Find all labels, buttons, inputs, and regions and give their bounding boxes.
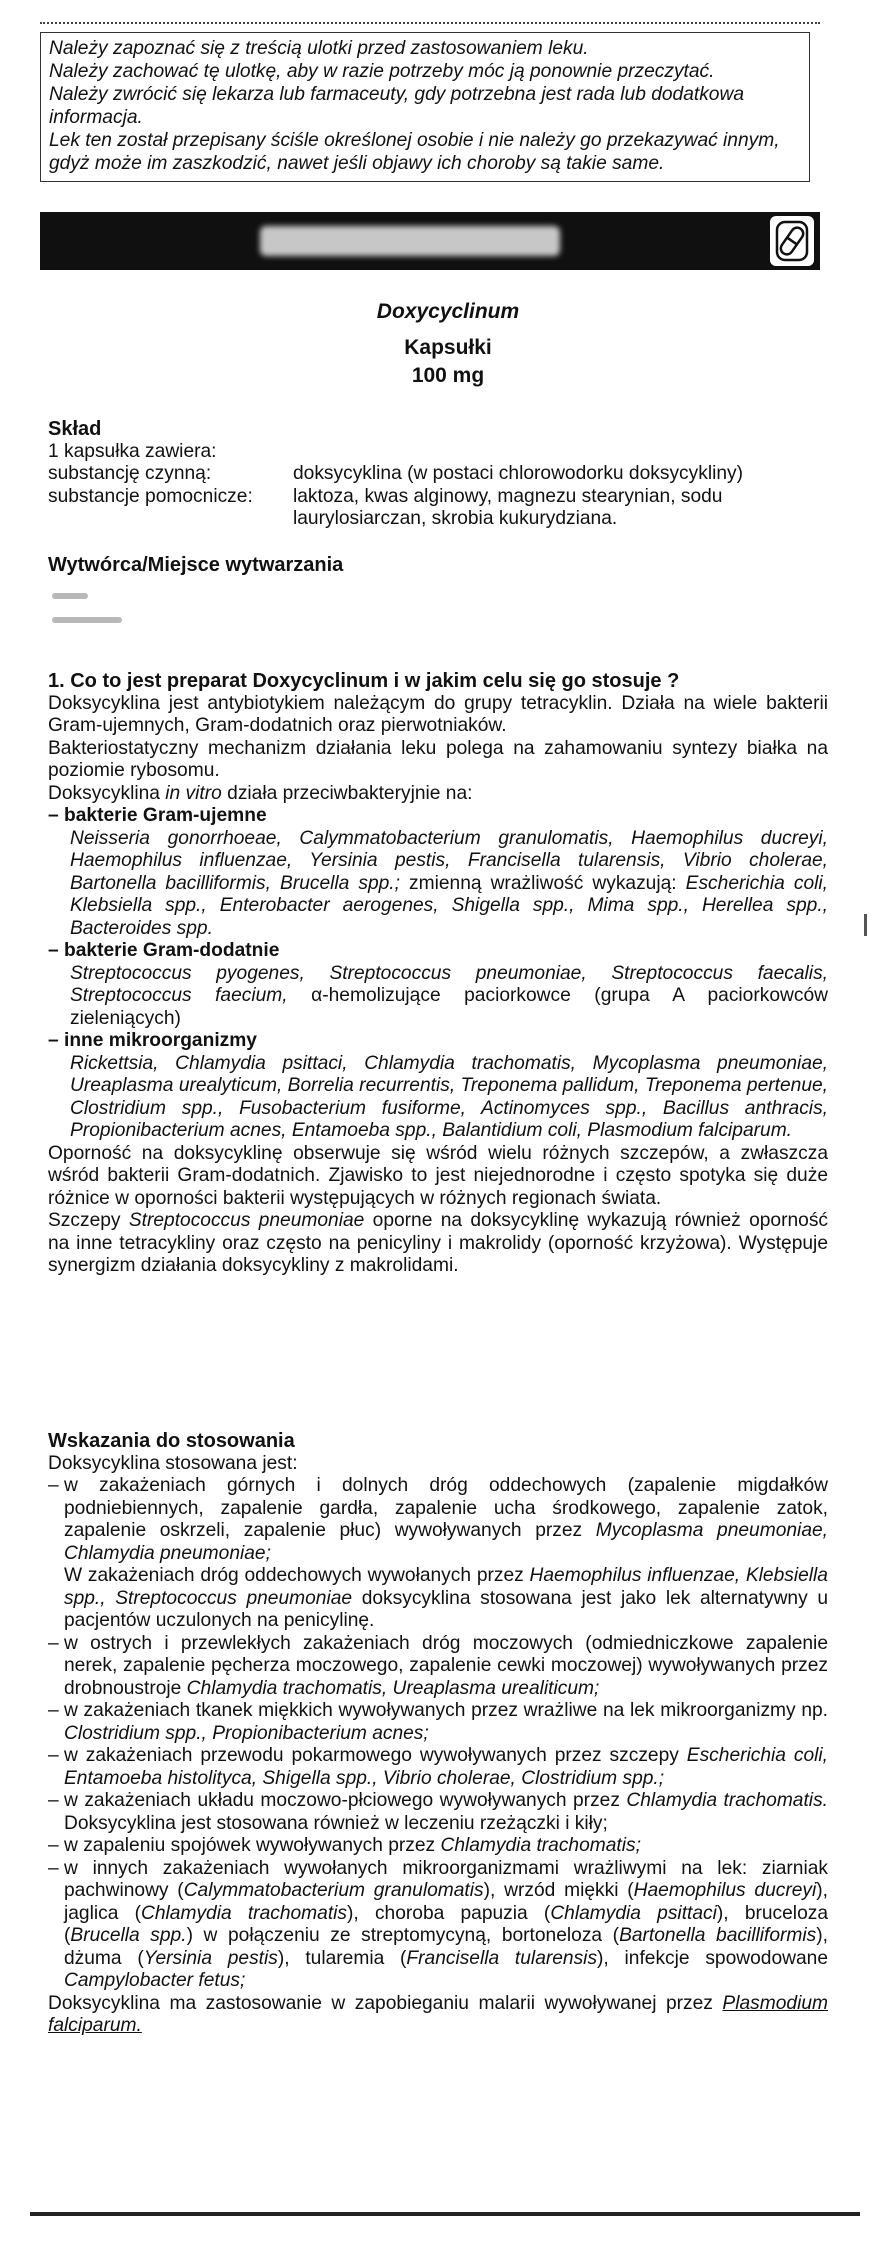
section-1-p3: Doksycyklina in vitro działa przeciwbakteryjnie na: bbox=[48, 782, 473, 804]
composition-heading: Skład bbox=[48, 418, 102, 440]
gram-positive-heading: bakterie Gram-dodatnie bbox=[64, 940, 280, 961]
margin-mark bbox=[864, 914, 867, 936]
gram-negative-heading: bakterie Gram-ujemne bbox=[64, 805, 267, 826]
warning-line: Lek ten został przepisany ściśle określonej osobie i nie należy go przekazywać innym, gdyż może im zaszkodzić, nawet jeśli objawy ich choroby są takie same. bbox=[49, 130, 780, 174]
capsule-icon bbox=[770, 216, 814, 266]
indication-item: – w zakażeniach przewodu pokarmowego wywoływanych przez szczepy Escherichia coli, Entamoeba histolityca, Shigella spp., Vibrio cholerae, Clostridium spp.; bbox=[48, 1745, 828, 1789]
other-microorganisms-heading: inne mikroorganizmy bbox=[64, 1030, 257, 1051]
manufacturer-section bbox=[48, 554, 828, 617]
indications-heading: Wskazania do stosowania bbox=[48, 1430, 295, 1452]
section-1-p1: Doksycyklina jest antybiotykiem należącym do grupy tetracyklin. Działa na wiele bakterii Gram-ujemnych, Gram-dodatnich oraz pierwotniaków. bbox=[48, 692, 828, 736]
section-1-p2: Bakteriostatyczny mechanizm działania leku polega na zahamowaniu syntezy białka na poziomie rybosomu. bbox=[48, 737, 828, 781]
malaria-prevention-note: Doksycyklina ma zastosowanie w zapobieganiu malarii wywoływanej przez Plasmodium falciparum. bbox=[48, 1992, 828, 2036]
drug-form: Kapsułki bbox=[404, 336, 492, 359]
drug-dose: 100 mg bbox=[411, 364, 485, 387]
excipients-value: laktoza, kwas alginowy, magnezu stearynian, sodu laurylosiarczan, skrobia kukurydziana. bbox=[293, 485, 723, 529]
composition-section bbox=[48, 418, 828, 531]
other-microorganisms-list: Rickettsia, Chlamydia psittaci, Chlamydia trachomatis, Mycoplasma pneumoniae, Ureaplasma urealyticum, Borrelia recurrentis, Treponema pallidum, Treponema pertenue, Clostridium spp., Fusobacterium fusiforme, Actinomyces spp., Bacillus anthracis, Propionibacterium acnes, Entamoeba spp., Balantidium coli, Plasmodium falciparum. bbox=[70, 1052, 828, 1141]
warning-line: Należy zwrócić się lekarza lub farmaceuty, gdy potrzebna jest rada lub dodatkowa informacja. bbox=[49, 84, 745, 128]
indication-item: – w zakażeniach górnych i dolnych dróg oddechowych (zapalenie migdałków podniebiennych, zapalenie gardła, zapalenie ucha środkowego, zapalenie zatok, zapalenie oskrzeli, zapalenie płuc) wywoływanych przez Mycoplasma pneumoniae, Chlamydia pneumoniae; W zakażeniach dróg oddechowych wywołanych przez Haemophilus influenzae, Klebsiella spp., Streptococcus pneumoniae doksycyklina stosowana jest jako lek alternatywny u pacjentów uczulonych na penicylinę. bbox=[48, 1475, 828, 1631]
section-1-heading: 1. Co to jest preparat Doxycyclinum i w jakim celu się go stosuje ? bbox=[48, 670, 680, 692]
section-1-p5: Szczepy Streptococcus pneumoniae oporne na doksycyklinę wykazują również oporność na inne tetracykliny oraz często na penicyliny i makrolidy (oporność krzyżowa). Występuje synergizm działania doksycykliny z makrolidami. bbox=[48, 1210, 829, 1276]
other-microorganisms-item: – inne mikroorganizmy bbox=[48, 1030, 828, 1053]
indications-intro: Doksycyklina stosowana jest: bbox=[48, 1452, 298, 1474]
bottom-rule bbox=[30, 2212, 860, 2216]
composition-intro: 1 kapsułka zawiera: bbox=[48, 440, 217, 462]
excipients-row bbox=[48, 486, 828, 531]
excipients-label: substancje pomocnicze: bbox=[48, 485, 253, 507]
indications-section bbox=[48, 1430, 828, 2038]
top-dotted-rule bbox=[40, 22, 820, 24]
indication-item: – w ostrych i przewlekłych zakażeniach dróg moczowych (odmiedniczkowe zapalenie nerek, zapalenie pęcherza moczowego, zapalenie cewki moczowej) wywoływanych przez drobnoustroje Chlamydia trachomatis, Ureaplasma urealiticum; bbox=[48, 1632, 828, 1699]
indication-item: – w zakażeniach układu moczowo-płciowego wywoływanych przez Chlamydia trachomatis. Doksycyklina jest stosowana również w leczeniu rzeżączki i kiły; bbox=[48, 1790, 828, 1834]
section-1-p4: Oporność na doksycyklinę obserwuje się wśród wielu różnych szczepów, a zwłaszcza wśród bakterii Gram-dodatnich. Zjawisko to jest niejednorodne i często spotyka się duże różnice w oporności bakterii występujących w różnych regionach świata. bbox=[48, 1142, 828, 1209]
redacted-manufacturer bbox=[48, 577, 828, 617]
active-substance-row bbox=[48, 463, 828, 486]
indication-item: – w zakażeniach tkanek miękkich wywoływanych przez wrażliwe na lek mikroorganizmy np. Clostridium spp., Propionibacterium acnes; bbox=[48, 1700, 828, 1744]
gram-negative-list: Neisseria gonorrhoeae, Calymmatobacterium granulomatis, Haemophilus ducreyi, Haemophilus influenzae, Yersinia pestis, Francisella tularensis, Vibrio cholerae, Bartonella bacilliformis, Brucella spp.; zmienną wrażliwość wykazują: Escherichia coli, Klebsiella spp., Enterobacter aerogenes, Shigella spp., Mima spp., Herellea spp., Bacteroides spp. bbox=[70, 827, 828, 939]
brand-banner bbox=[40, 212, 820, 270]
warning-box bbox=[40, 32, 810, 182]
active-value: doksycyklina (w postaci chlorowodorku doksycykliny) bbox=[293, 463, 744, 484]
warning-line: Należy zachować tę ulotkę, aby w razie potrzeby móc ją ponownie przeczytać. bbox=[49, 61, 715, 82]
indication-item: – w innych zakażeniach wywołanych mikroorganizmami wrażliwymi na lek: ziarniak pachwinowy (Calymmatobacterium granulomatis), wrzód miękki (Haemophilus ducreyi), jaglica (Chlamydia trachomatis), choroba papuzia (Chlamydia psittaci), bruceloza (Brucella spp.) w połączeniu ze streptomycyną, bortoneloza (Bartonella bacilliformis), dżuma (Yersinia pestis), tularemia (Francisella tularensis), infekcje spowodowane Campylobacter fetus; bbox=[48, 1857, 829, 1991]
indication-item: – w zapaleniu spojówek wywoływanych przez Chlamydia trachomatis; bbox=[48, 1835, 641, 1856]
section-1 bbox=[48, 670, 828, 1278]
manufacturer-heading: Wytwórca/Miejsce wytwarzania bbox=[48, 554, 344, 576]
redacted-brand-name bbox=[260, 226, 560, 256]
gram-negative-item: – bakterie Gram-ujemne bbox=[48, 805, 828, 828]
drug-name: Doxycyclinum bbox=[376, 300, 520, 323]
active-label: substancję czynną: bbox=[48, 463, 212, 484]
gram-positive-list: Streptococcus pyogenes, Streptococcus pneumoniae, Streptococcus faecalis, Streptococcus faecium, α-hemolizujące paciorkowce (grupa A paciorkowców zieleniących) bbox=[70, 962, 828, 1029]
gram-positive-item: – bakterie Gram-dodatnie bbox=[48, 940, 828, 963]
warning-line: Należy zapoznać się z treścią ulotki przed zastosowaniem leku. bbox=[49, 38, 589, 59]
